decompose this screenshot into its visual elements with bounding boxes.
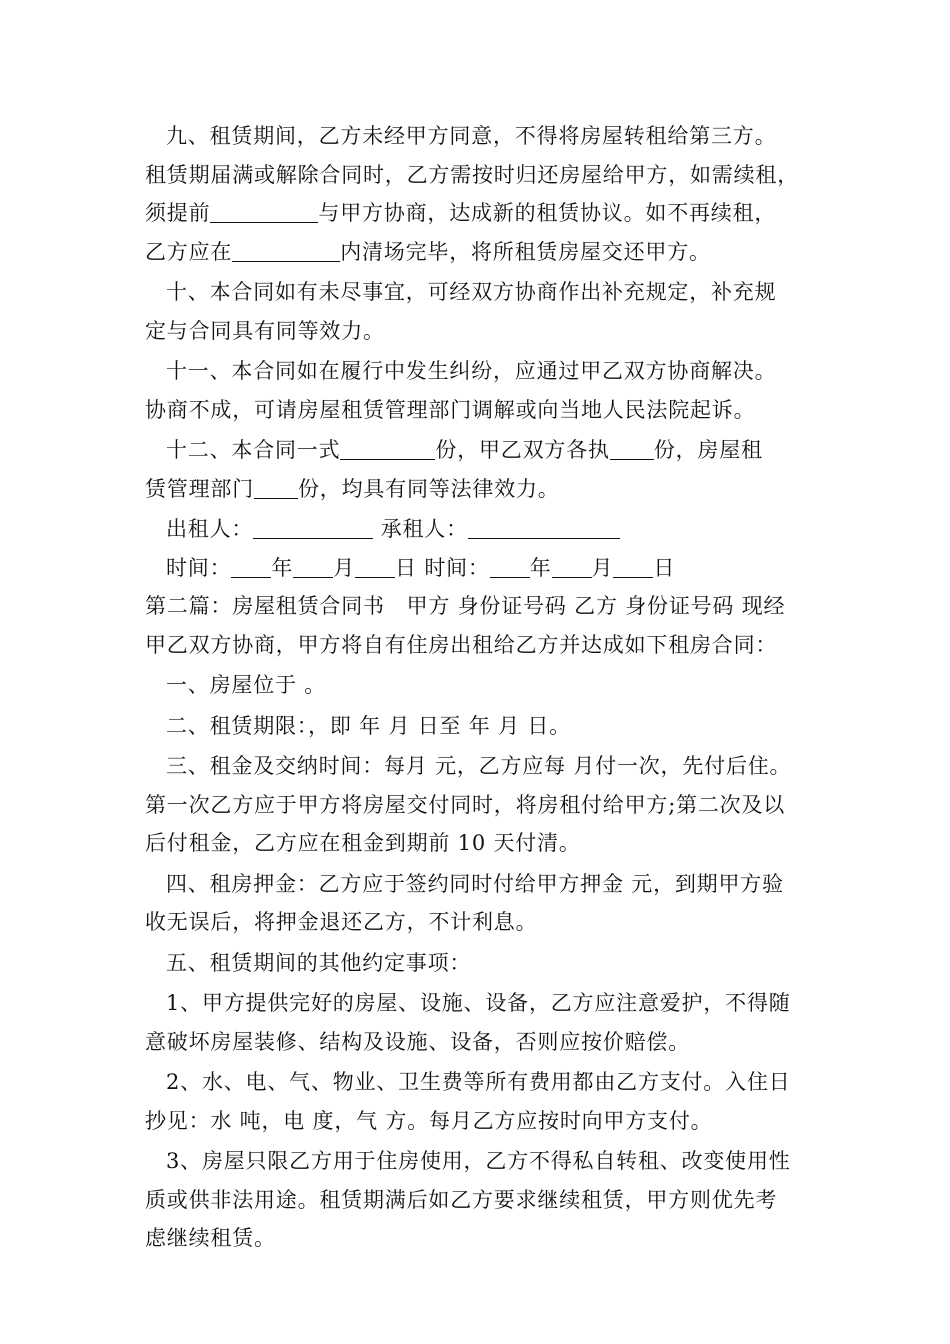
text-fragment: 须提前 bbox=[145, 201, 211, 225]
text-line: 二、租赁期限：，即 年 月 日至 年 月 日。 bbox=[166, 713, 571, 738]
blank-line bbox=[210, 200, 318, 223]
text-line: 定与合同具有同等效力。 bbox=[145, 318, 385, 343]
text-fragment: 与甲方协商，达成新的租赁协议。如不再续租， bbox=[318, 201, 777, 225]
text-line: 五、租赁期间的其他约定事项： bbox=[166, 950, 472, 975]
signature-block bbox=[145, 510, 835, 587]
text-line: 第二篇：房屋租赁合同书 甲方 身份证号码 乙方 身份证号码 现经 bbox=[145, 594, 786, 618]
date-line bbox=[145, 549, 835, 588]
blank-line bbox=[231, 555, 271, 578]
document-body bbox=[145, 117, 835, 1258]
text-line: 甲乙双方协商，甲方将自有住房出租给乙方并达成如下租房合同： bbox=[145, 632, 778, 657]
text-line: 意破坏房屋装修、结构及设施、设备，否则应按价赔偿。 bbox=[145, 1029, 690, 1054]
blank-line bbox=[613, 555, 653, 578]
text-fragment: 赁管理部门 bbox=[145, 476, 254, 501]
text-fragment: 份，房屋租 bbox=[653, 438, 763, 462]
day-label: 日 bbox=[395, 555, 417, 580]
text-line: 质或供非法用途。租赁期满后如乙方要求继续租赁，甲方则优先考 bbox=[145, 1187, 778, 1212]
text-line: 三、租金及交纳时间：每月 元，乙方应每 月付一次，先付后住。 bbox=[166, 754, 792, 778]
text-line: 1、甲方提供完好的房屋、设施、设备，乙方应注意爱护，不得随 bbox=[166, 991, 791, 1015]
text-line: 租赁期届满或解除合同时，乙方需按时归还房屋给甲方，如需续租， bbox=[145, 162, 799, 187]
article-9 bbox=[145, 117, 835, 271]
article-rent bbox=[145, 747, 835, 863]
year-label: 年 bbox=[271, 555, 294, 580]
blank-line bbox=[355, 555, 395, 578]
article-deposit bbox=[145, 865, 835, 942]
blank-line bbox=[293, 555, 333, 578]
text-line bbox=[145, 194, 835, 233]
lessor-label: 出租人： bbox=[166, 517, 254, 541]
month-label: 月 bbox=[333, 555, 356, 580]
time-label: 时间： bbox=[424, 555, 490, 580]
text-line: 十、本合同如有未尽事宜，可经双方协商作出补充规定，补充规 bbox=[166, 280, 777, 304]
year-label: 年 bbox=[529, 555, 552, 580]
item-1 bbox=[145, 984, 835, 1061]
text-line: 四、租房押金：乙方应于签约同时付给甲方押金 元，到期甲方验 bbox=[166, 871, 784, 896]
article-10 bbox=[145, 273, 835, 350]
text-fragment: 乙方应在 bbox=[145, 239, 233, 264]
text-line: 抄见：水 吨，电 度，气 方。每月乙方应按时向甲方支付。 bbox=[145, 1108, 713, 1133]
blank-line bbox=[490, 555, 530, 578]
text-fragment: 内清场完毕，将所租赁房屋交还甲方。 bbox=[340, 239, 711, 264]
blank-line bbox=[253, 516, 373, 539]
lessee-label: 承租人： bbox=[380, 517, 468, 541]
article-12 bbox=[145, 431, 835, 508]
text-line: 虑继续租赁。 bbox=[145, 1226, 276, 1250]
blank-line bbox=[340, 437, 435, 460]
blank-line bbox=[468, 516, 620, 539]
text-line: 2、水、电、气、物业、卫生费等所有费用都由乙方支付。入住日 bbox=[166, 1070, 791, 1094]
signature-line bbox=[145, 510, 835, 549]
blank-line bbox=[232, 239, 340, 262]
text-line: 十一、本合同如在履行中发生纠纷，应通过甲乙双方协商解决。 bbox=[166, 359, 777, 383]
blank-line bbox=[254, 476, 298, 499]
item-2 bbox=[145, 1063, 835, 1140]
time-label: 时间： bbox=[166, 555, 232, 580]
blank-line bbox=[552, 555, 592, 578]
text-fragment: 份，均具有同等法律效力。 bbox=[298, 476, 560, 501]
day-label: 日 bbox=[653, 555, 676, 580]
text-fragment: 十二、本合同一式 bbox=[166, 438, 341, 462]
text-line: 后付租金，乙方应在租金到期前 10 天付清。 bbox=[145, 831, 581, 855]
blank-line bbox=[610, 437, 654, 460]
text-line: 3、房屋只限乙方用于住房使用，乙方不得私自转租、改变使用性 bbox=[166, 1149, 791, 1173]
month-label: 月 bbox=[591, 555, 614, 580]
text-line: 协商不成，可请房屋租赁管理部门调解或向当地人民法院起诉。 bbox=[145, 397, 756, 422]
text-fragment: 份，甲乙双方各执 bbox=[435, 438, 610, 462]
part-2 bbox=[145, 587, 835, 1258]
article-11 bbox=[145, 352, 835, 429]
text-line: 第一次乙方应于甲方将房屋交付同时，将房租付给甲方;第二次及以 bbox=[145, 792, 786, 817]
text-line bbox=[145, 233, 835, 272]
item-3 bbox=[145, 1142, 835, 1258]
text-line: 一、房屋位于 。 bbox=[166, 673, 327, 697]
text-line: 九、租赁期间，乙方未经甲方同意，不得将房屋转租给第三方。 bbox=[166, 124, 777, 148]
text-line bbox=[145, 431, 835, 470]
text-line: 收无误后，将押金退还乙方，不计利息。 bbox=[145, 910, 538, 934]
text-line bbox=[145, 470, 835, 509]
